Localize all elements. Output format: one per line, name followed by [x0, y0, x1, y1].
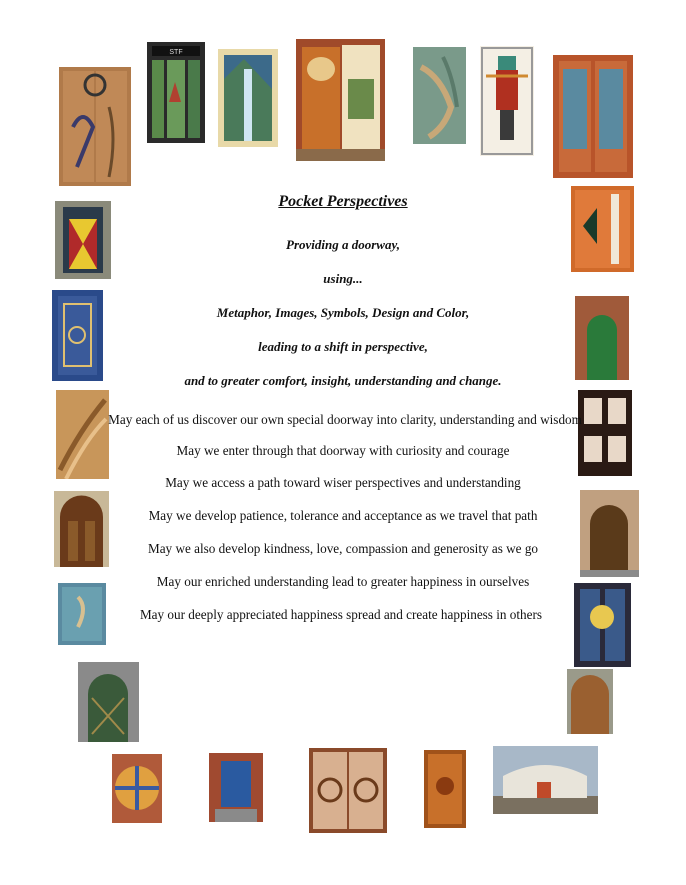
page-title: Pocket Perspectives	[278, 193, 408, 210]
intro-line-5: and to greater comfort, insight, understanding and change.	[184, 373, 502, 388]
door-sign-text: STF	[169, 49, 183, 56]
round-mandala-door-photo	[112, 754, 162, 823]
sculpted-wood-door-photo	[56, 390, 109, 479]
wish-line-2: May we enter through that doorway with curiosity and courage	[176, 443, 510, 458]
open-entry-doorway-photo	[296, 39, 385, 161]
wish-line-6: May our enriched understanding lead to greater happiness in ourselves	[156, 574, 530, 589]
wish-line-7: May our deeply appreciated happiness spread and create happiness in others	[139, 607, 543, 622]
blue-door-with-steps-photo	[209, 753, 263, 822]
intro-line-2: using...	[323, 271, 363, 286]
yurt-doorway-photo	[493, 746, 598, 814]
carved-amber-door-photo	[424, 750, 466, 828]
dark-panel-door-photo	[578, 390, 632, 476]
blue-ornate-door-photo	[52, 290, 103, 381]
intro-line-4: leading to a shift in perspective,	[258, 339, 428, 354]
intro-line-1: Providing a doorway,	[286, 237, 400, 252]
dolphin-glass-panel-photo	[413, 47, 466, 144]
stone-arch-door-photo	[580, 490, 639, 577]
wish-line-4: May we develop patience, tolerance and acceptance as we travel that path	[148, 508, 538, 523]
stained-glass-double-door-photo	[574, 583, 631, 667]
wooden-arch-door-photo	[567, 669, 613, 734]
glass-double-door-photo	[553, 55, 633, 178]
green-gothic-door-photo	[78, 662, 139, 742]
carved-wooden-door-photo	[59, 67, 131, 186]
carved-double-panel-door-photo	[309, 748, 387, 833]
stained-glass-door-photo	[147, 42, 205, 143]
intro-line-3: Metaphor, Images, Symbols, Design and Color,	[216, 305, 470, 320]
kachina-stained-glass-photo	[480, 46, 534, 156]
wish-line-1: May each of us discover our own special doorway into clarity, understanding and wisdom	[108, 412, 582, 427]
waterfall-glass-door-photo	[218, 49, 278, 147]
wish-line-3: May we access a path toward wiser perspectives and understanding	[165, 475, 521, 490]
wish-line-5: May we also develop kindness, love, compassion and generosity as we go	[147, 541, 539, 556]
